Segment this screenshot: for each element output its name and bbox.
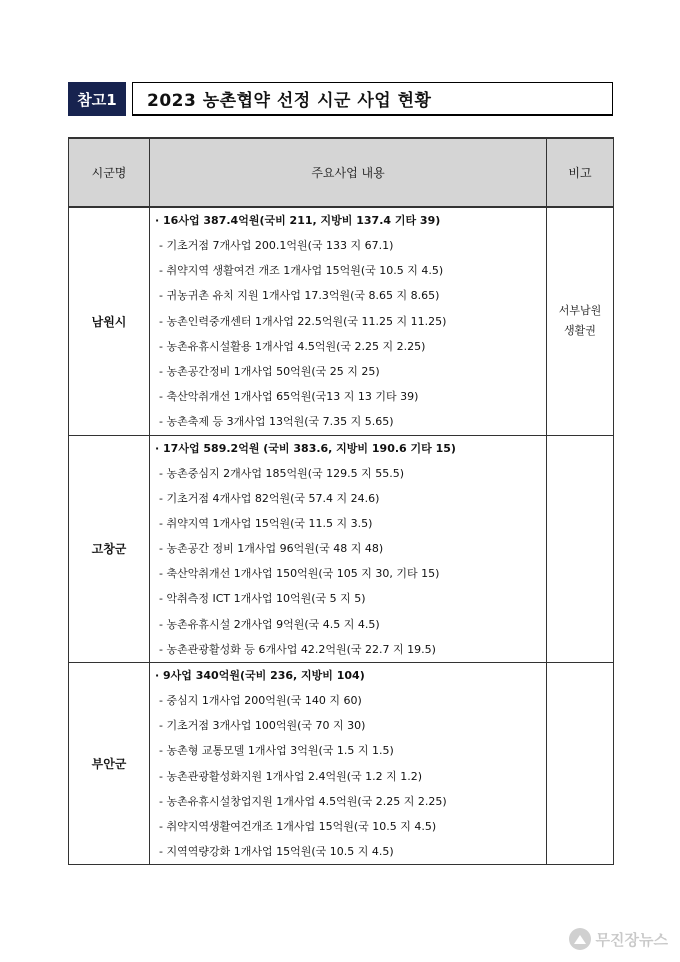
note-line: 생활권 xyxy=(564,324,596,338)
table-row xyxy=(69,207,614,435)
project-item: - 기초거점 4개사업 82억원(국 57.4 지 24.6) xyxy=(159,491,380,505)
project-item: - 농촌관광활성화지원 1개사업 2.4억원(국 1.2 지 1.2) xyxy=(159,769,423,783)
column-header-note: 비고 xyxy=(547,138,614,207)
project-item: - 농촌유휴시설활용 1개사업 4.5억원(국 2.25 지 2.25) xyxy=(159,339,426,353)
project-summary: · 17사업 589.2억원 (국비 383.6, 지방비 190.6 기타 15) xyxy=(155,441,456,455)
table-row xyxy=(69,663,614,865)
project-item: - 농촌관광활성화 등 6개사업 42.2억원(국 22.7 지 19.5) xyxy=(159,642,436,656)
project-item: - 농촌유휴시설 2개사업 9억원(국 4.5 지 4.5) xyxy=(159,617,380,631)
document-title: 2023 농촌협약 선정 시군 사업 현황 xyxy=(132,82,613,116)
project-content xyxy=(150,663,547,865)
table-row xyxy=(69,435,614,663)
watermark-text: 무진장뉴스 xyxy=(595,930,668,949)
project-item: - 취약지역 생활여건 개조 1개사업 15억원(국 10.5 지 4.5) xyxy=(159,264,444,278)
column-header-region: 시군명 xyxy=(69,138,150,207)
project-content xyxy=(150,207,547,435)
note-line: 서부남원 xyxy=(558,304,602,318)
mountain-logo-icon xyxy=(569,928,591,950)
region-name: 고창군 xyxy=(69,435,150,663)
project-item: - 축산악취개선 1개사업 150억원(국 105 지 30, 기타 15) xyxy=(159,567,440,581)
document-header xyxy=(68,82,613,116)
project-summary: · 9사업 340억원(국비 236, 지방비 104) xyxy=(155,669,365,682)
project-item: - 축산악취개선 1개사업 65억원(국13 지 13 기타 39) xyxy=(159,390,419,404)
project-item: - 악취측정 ICT 1개사업 10억원(국 5 지 5) xyxy=(159,592,366,606)
project-item: - 농촌중심지 2개사업 185억원(국 129.5 지 55.5) xyxy=(159,466,405,480)
project-item: - 농촌공간정비 1개사업 50억원(국 25 지 25) xyxy=(159,364,380,378)
project-item: - 취약지역생활여건개조 1개사업 15억원(국 10.5 지 4.5) xyxy=(159,819,437,833)
project-item: - 농촌유휴시설창업지원 1개사업 4.5억원(국 2.25 지 2.25) xyxy=(159,794,447,808)
note-cell xyxy=(547,435,614,663)
region-name: 부안군 xyxy=(69,663,150,865)
project-item: - 농촌인력중개센터 1개사업 22.5억원(국 11.25 지 11.25) xyxy=(159,314,447,328)
project-item: - 취약지역 1개사업 15억원(국 11.5 지 3.5) xyxy=(159,516,373,530)
region-name: 남원시 xyxy=(69,207,150,435)
project-item: - 농촌축제 등 3개사업 13억원(국 7.35 지 5.65) xyxy=(159,415,394,429)
project-item: - 농촌형 교통모델 1개사업 3억원(국 1.5 지 1.5) xyxy=(159,744,394,758)
note-cell xyxy=(547,663,614,865)
project-item: - 기초거점 7개사업 200.1억원(국 133 지 67.1) xyxy=(159,239,394,252)
project-item: - 농촌공간 정비 1개사업 96억원(국 48 지 48) xyxy=(159,542,384,556)
note-cell xyxy=(547,207,614,435)
project-item: - 귀농귀촌 유치 지원 1개사업 17.3억원(국 8.65 지 8.65) xyxy=(159,289,440,303)
table-header-row xyxy=(69,138,614,207)
watermark xyxy=(569,928,668,950)
project-content xyxy=(150,435,547,663)
project-item: - 지역역량강화 1개사업 15억원(국 10.5 지 4.5) xyxy=(159,845,394,859)
project-table xyxy=(68,137,614,865)
project-summary: · 16사업 387.4억원(국비 211, 지방비 137.4 기타 39) xyxy=(155,214,441,227)
project-item: - 중심지 1개사업 200억원(국 140 지 60) xyxy=(159,694,362,707)
reference-tag: 참고1 xyxy=(68,82,126,116)
project-item: - 기초거점 3개사업 100억원(국 70 지 30) xyxy=(159,719,366,733)
column-header-content: 주요사업 내용 xyxy=(150,138,547,207)
